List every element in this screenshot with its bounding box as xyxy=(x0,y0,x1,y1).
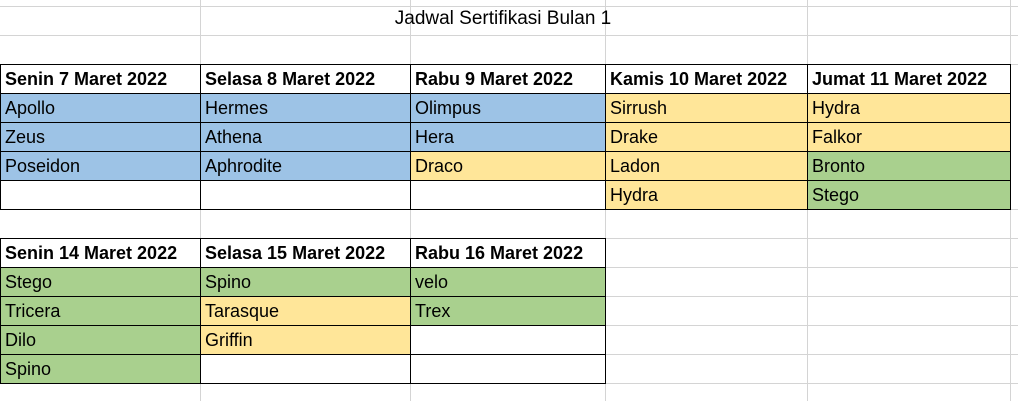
schedule-cell-empty[interactable] xyxy=(410,326,605,355)
schedule-cell[interactable]: Hydra xyxy=(807,94,1010,123)
table-border xyxy=(0,209,1011,210)
table-border xyxy=(0,296,606,297)
header-cell[interactable]: Jumat 11 Maret 2022 xyxy=(807,65,1010,94)
table-border xyxy=(605,238,606,384)
header-cell[interactable]: Selasa 15 Maret 2022 xyxy=(200,239,410,268)
schedule-cell[interactable]: Drake xyxy=(605,123,807,152)
table-border xyxy=(200,64,201,210)
schedule-cell[interactable]: Stego xyxy=(807,181,1010,210)
table-border xyxy=(0,151,1011,152)
table-border xyxy=(0,354,606,355)
header-cell[interactable]: Senin 7 Maret 2022 xyxy=(0,65,200,94)
schedule-cell[interactable]: Spino xyxy=(0,355,200,384)
table-border xyxy=(0,180,1011,181)
table-border xyxy=(0,93,1011,94)
schedule-cell[interactable]: Falkor xyxy=(807,123,1010,152)
schedule-cell[interactable]: velo xyxy=(410,268,605,297)
header-cell[interactable]: Kamis 10 Maret 2022 xyxy=(605,65,807,94)
table-border xyxy=(807,64,808,210)
schedule-cell[interactable]: Ladon xyxy=(605,152,807,181)
table-border xyxy=(1010,64,1011,210)
schedule-cell[interactable]: Draco xyxy=(410,152,605,181)
schedule-cell-empty[interactable] xyxy=(200,355,410,384)
table-border xyxy=(0,325,606,326)
table-border xyxy=(0,64,1,210)
schedule-cell[interactable]: Aphrodite xyxy=(200,152,410,181)
schedule-cell[interactable]: Olimpus xyxy=(410,94,605,123)
schedule-cell[interactable]: Tricera xyxy=(0,297,200,326)
schedule-cell[interactable]: Spino xyxy=(200,268,410,297)
schedule-cell[interactable]: Trex xyxy=(410,297,605,326)
schedule-cell[interactable]: Athena xyxy=(200,123,410,152)
schedule-cell[interactable]: Dilo xyxy=(0,326,200,355)
table-border xyxy=(0,267,606,268)
header-cell[interactable]: Senin 14 Maret 2022 xyxy=(0,239,200,268)
schedule-cell[interactable]: Griffin xyxy=(200,326,410,355)
gridline xyxy=(0,35,1018,36)
header-cell[interactable]: Rabu 16 Maret 2022 xyxy=(410,239,605,268)
table-border xyxy=(0,238,606,239)
schedule-cell[interactable]: Bronto xyxy=(807,152,1010,181)
table-border xyxy=(605,64,606,210)
schedule-cell[interactable]: Apollo xyxy=(0,94,200,123)
schedule-cell[interactable]: Poseidon xyxy=(0,152,200,181)
schedule-cell[interactable]: Hermes xyxy=(200,94,410,123)
table-border xyxy=(200,238,201,384)
table-border xyxy=(0,122,1011,123)
table-border xyxy=(410,238,411,384)
schedule-cell-empty[interactable] xyxy=(410,181,605,210)
gridline xyxy=(0,6,1018,7)
schedule-cell-empty[interactable] xyxy=(410,355,605,384)
schedule-cell[interactable]: Hera xyxy=(410,123,605,152)
schedule-cell-empty[interactable] xyxy=(0,181,200,210)
table-border xyxy=(0,383,606,384)
table-border xyxy=(0,238,1,384)
schedule-cell[interactable]: Sirrush xyxy=(605,94,807,123)
table-border xyxy=(0,64,1011,65)
sheet-title[interactable]: Jadwal Sertifikasi Bulan 1 xyxy=(394,8,612,29)
header-cell[interactable]: Selasa 8 Maret 2022 xyxy=(200,65,410,94)
table-border xyxy=(410,64,411,210)
schedule-cell[interactable]: Tarasque xyxy=(200,297,410,326)
schedule-cell[interactable]: Hydra xyxy=(605,181,807,210)
header-cell[interactable]: Rabu 9 Maret 2022 xyxy=(410,65,605,94)
schedule-cell[interactable]: Stego xyxy=(0,268,200,297)
schedule-cell[interactable]: Zeus xyxy=(0,123,200,152)
schedule-cell-empty[interactable] xyxy=(200,181,410,210)
